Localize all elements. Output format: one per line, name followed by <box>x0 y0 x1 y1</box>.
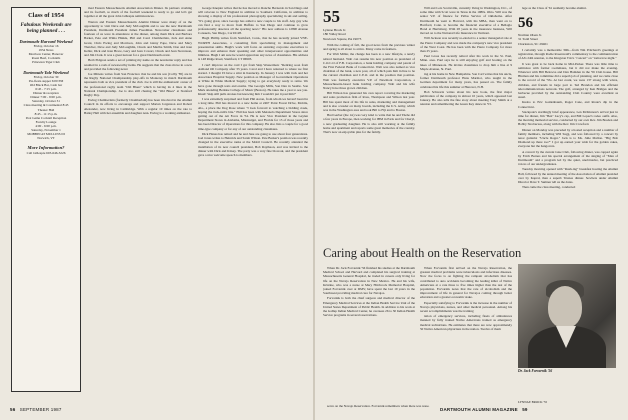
paragraph: Stackpole's startlingly brief appearance, Len McKinnon's arrival just in time for dinner, Jim "Ben" Lucy's cap, and Bill Lopez's rodeo outfit. Also, the morning memorial service, conducted by our own Rev. Jim Bosden and Bobby Strobucass, along with the Rev. Jim Crowford. <box>518 109 618 127</box>
left-page-column-1 <box>84 6 192 396</box>
paragraph: Bob Schwartz writes about his new book, the first major publication of the company in almost 10 years, which appeared last January. He also tells the fine story about meeting Tony Smith at a reunion and remembering the Green Key dance in '53. <box>420 89 512 107</box>
event-line: Saturday, October 31 <box>32 99 60 104</box>
paragraph: A concert by the current Glee Club, following dinner, was capped again by Erich Barnes and his special arrangement of the singing of "Men of Dartmouth" and a program led by the quiet, unobtrusive, but practiced voices of our undergraduates. <box>518 149 618 167</box>
paragraph: Will and Lois Scottsville, currently living in Washington, D.C., of some time with Scott were in Texas in the 1980s. Ohio. Will was the senior V.P. of finance for Pallas Service of Oklahoma. After Dartmouth he went to Harvard, with his MBA, then went on to Hartford, Conn. to become the financial executive of a Bellagio Hotel at Harrisburg. With 28 years in the insurance business, Will moved on to the National Life Insurance in Vermont. <box>420 6 512 36</box>
paragraph: Bud Gerber (the 1st) was very kind to write that he and Thebe did a few years in Europe, then working for IBM in Paris and for Cheryl, a new graduating daughter. He is also still working at the family home and apartment and reports some great memories of the country. That's now an enjoyable plus for the family. <box>323 113 415 135</box>
events-box-title: Class of 1954 <box>28 12 64 19</box>
event-line: Class meeting & Continental 8:45 <box>23 103 69 108</box>
photo-caption: Dr. Jack Forvarnik '56 <box>518 369 553 373</box>
event-line: Faculty Lounge <box>35 119 57 124</box>
class-55-column-2 <box>420 6 512 243</box>
class-56-column <box>518 48 618 243</box>
event-line: 4:00 - 6:00 p.m. <box>35 123 57 128</box>
event-line: Post Game Cocktail Reception <box>25 115 67 120</box>
paragraph: I can't improve on the card I got from Skip Wasserman: "Retiring soon from Ashland Oil Company after 33 years. Carol and I have returned to where we first started. I thought I'd have a stint in Kentucky. In January I was with Jack and her Associates Hospital Supply. New position as Manager of Government Operations at White & White Medical Supply; trying to get everybody ready to retire. We have gone through tests and exams. The Georgia Mills, Son Dan in Seattle. Son Mark attending Berklee College of Music (Boston). He takes me a year to see you. Kiuzi! Skip still pulls strokes but knowing him I wouldn't put it past him!" <box>198 62 308 97</box>
right-page-number: 59 <box>522 407 528 412</box>
paragraph: Dick Hanes has retired and he and Jane are going to use about four generations. Joel Jones writes to Heinrick and Sarah Wilson. Pete Barker's position was recently changed in the executive ranks at the Mobil Council. He recently attended the installation of its new council president, Bob Raytheon, and was invited to the dinner with Dick and Kitsey. The party was a very fine blowout, and the president gave a nice welcome speech to members. <box>198 131 308 157</box>
paragraph: Forvarnik is both the chief surgeon and medical director of the Emergency Medical Services at the Indian Health Service Unit of the United States Department of Public Health. In addition to his work at the Gallup Indian Medical Center, he oversees 26 to 30 Indian Health Service programs in several reservations. <box>323 296 415 318</box>
paragraph: Paul Gross has recently retired after his work in the St. Paul, Minn. area. Paul says he is still enjoying golf and boating on the lakes of Minnesota. He invites classmates to drop him a line at 9 Maple Avenue, St. Paul. <box>420 54 512 71</box>
secretary-line: Charleston, SC 29401 <box>518 41 548 46</box>
event-line: Dinner & reception <box>33 91 59 96</box>
article-column-1 <box>323 266 415 404</box>
article-column-2 <box>420 266 512 404</box>
paragraph: Will Jackson was recently re-elected to a senior managerial role at the Pierre Company and was made the company's new vice president of the West Coast. He has been with the Pierre Company for more than 25 years. <box>420 36 512 54</box>
class-56-secretary <box>518 33 618 46</box>
article-column-3 <box>323 404 513 408</box>
event-block <box>12 70 80 141</box>
secretary-line: Newtown Square, PA 19073 <box>323 36 362 41</box>
class-1954-events-box <box>11 7 81 392</box>
event-line: 8:45 - 11:15 p.m. <box>34 111 58 116</box>
paragraph: Joe Mittens writes from San Francisco that he and his son (Colby '85) are in the Rugby National Championship play-offs in Monterey in match Dartmouth represents both as vice president of the club. Joe is still the enthusiastic owner of the professional rugby team "Old Blues" which is having its 4 lines in the National Championship. Joe is also still chasing the "Old Blues" at Stanford Rugby Day. <box>84 72 192 98</box>
secretary-line: Lynnae Brock Jr. <box>323 28 347 32</box>
event-line: Old Black Bar, Cash bar <box>29 82 63 87</box>
paragraph: Ewing Chamberlain (formerly Chamberlain) has been involved in the Alumni Council in its efforts to encourage and support Marian Jorgenson and Robert Alexander, now living in Cambridge. With a regular 10 times on the rate to Bailey Hall with her ensemble and daughter Ann. Ewing is a working enthusiast. <box>84 98 192 115</box>
paragraph: When Dr. Jack Forvarnik '56 finished his studies at the Dartmouth Medical School and Harvard and completed his surgical training at Massachusetts General Hospital, he traded in careers only living for life on the Navajo Reservation in New Mexico. He and his wife, Kristine, who was a nurse at Mary Hitchcock Memorial Hospital, joined Forvarnik over at DMS; have spent the last 19 years in the Southwest providing medical care for Navajos. <box>323 266 415 296</box>
event-line: MOBBIN AT MULLINS III <box>27 132 65 137</box>
event-line: Pre-fiesta supper 6:00 PM <box>28 78 64 83</box>
event-line: 1954 News <box>38 48 54 53</box>
event-line: Roast Beef, Cocktails <box>31 56 61 61</box>
more-info-line: Call Gillespie 603-646-3226 <box>26 150 66 155</box>
events-list <box>12 39 80 140</box>
event-line: Friday, October 16 <box>33 44 59 49</box>
event-line: Theater Hall <box>37 107 55 112</box>
event-line: 6:45 - 7:15 p.m. <box>35 87 57 92</box>
paragraph: serve on the Navajo Reservation. Forvarnik remembers when there was none. <box>327 404 430 408</box>
event-heading: Dartmouth-Yale Weekend <box>23 69 69 75</box>
paragraph: Especially satisfying to Forvarnik is the increase in the number of Navajo physicians, nurses, and other medical personnel. Among his recent accomplishments was the training <box>420 300 512 314</box>
more-info-heading: More Information? <box>27 145 65 151</box>
paragraph: Kudos to Eric Gaidenbaum, Roger Cane, and Rosie's dip in the Connecticut. <box>518 100 618 109</box>
event-line: Dinner 7:00 - 9:00 p.m. <box>30 95 62 100</box>
event-line: Morrison Center, Hanover <box>28 52 64 57</box>
event-line: Norwich, VT <box>37 136 55 141</box>
paragraph: Then came the class meeting, conducted <box>522 185 576 190</box>
paragraph: I certainly was a memorable 30th—from Tim Pritchard's greetings at registration, through Rodie Rosenwald's commentary to the communication of Al's 24th reunion, to the Kingston Trio's "concert" on "tomorrow night." <box>518 48 618 61</box>
paragraph: It was great to be back home in Mid-Parker. There was little time to reminisce with former roommates, but it did not make the evening. Whatever with Bill Belowsa and Dan Hamden in the '56 Club house. Bill Hinman and his committee did a superb job of planning, and we came close to the record of the '55s. At last count, we were 137 strong with wives, children, and friends in large part to Ted Brandon and his efficient telecommunications network. The golf, arranged by Ken Bridges and the barbecue provided by the outstanding Club Country were excellent as usual. <box>518 61 618 100</box>
paragraph: When Forvarnik first arrived on the Navajo Reservation, the greatest medical problems were tuberculosis and infectious diseases. Now the focus is on fighting the rampant alcoholism that has contributed to auto accidents becoming the leading killer of Native Americans at a rate three to five times higher than the rest of the population. Forvarnik notes that the rate of alcoholism and the improvement of life in general for Navajos coming through better education and a greater economic stake. <box>420 266 512 300</box>
event-line: Saturday, November 1 <box>31 128 61 132</box>
class-55-column-1 <box>323 43 415 243</box>
paragraph: lege as the Class of '61 suddenly became alumni. <box>522 6 587 10</box>
paragraph: mad Eastern Massachusetts Alumni Association Dinner. Its partners crashing and its football, so much of the football weekend is ready to go and let's get together at all the great John Gillespie reminiscences. <box>84 6 192 19</box>
paragraph: Hugh Phillip writes from Stamford, Conn., that he has recently joined VNE-WORTH Associates, a consulting firm specializing in management and presentation skills. Hugh's work will focus on assisting corporate executives to improve and enhance their speaking and other interpersonal opportunities and limitless. Hugh I am sure he would appreciate any news of classmates. His address is 148 Ridge Road, Stamford, CT 06903. <box>198 36 308 62</box>
article-author: LYNNAE BROCK '55 <box>518 400 548 404</box>
paragraph: For Walt Millar, the change has been to a new lifestyle, a newly retired husband. Walt can resume his new position as president of C.O.C.O of F.B. Corporation, a bank holding company and parent of the First Federal Bank of Connecticut. Walt was also named as vice chairman of the bank, a new post, all of which puts him in line to be the current chairman and C.E.O. and in the position that position. Walt was formerly executive V.P. of Newmont Corporation, a Massachusetts-based bank holding company. Walt and his wife Nancy have three grown children. <box>323 52 415 91</box>
paragraph: With the coming of fall, the good news from the previous winter and spring is all about to arrive. Many come in feathers. <box>323 43 415 52</box>
portrait-photo <box>518 264 616 368</box>
paragraph: I was extremely surprised and from Phil Aaron, from whom we haven't heard in a long time. Phil has moved to a new home at 2467 Point Forest Drive, Mobile, Ala., a place the Dog Rose where "I look forward to watching a bidding creek, hoping the Jack-rum's bite." Phil has been with Metanola Department Stores since getting out of the Air Force in '54. He is now Vice President in the Gaylen Department Stores in Alabama, Mississippi, and Florida for 13 of those years and has been Director of Operations for this company. He also lists a couple for a good time-type company or for any of our outstanding classmates. <box>198 97 308 131</box>
paragraph: Dinner on Monday was preceded by a hosted reception and a number of family members, including Will Sugg, and was followed by a concert by tenor guitarist "Uncle Roger." Jack is to Ms. Julie Mallon. "Big Bob Diamond up there too?" I got up earned your wish for the golden cakes, everyone but the hangovers. <box>518 127 618 149</box>
event-line: Friday, October 30 <box>33 74 59 79</box>
right-page-footer-label: DARTMOUTH ALUMNI MAGAZINE <box>440 407 518 412</box>
left-page-footer-date: SEPTEMBER 1987 <box>19 407 62 412</box>
secretary-line: 180 Valley Road <box>323 32 346 37</box>
photo-face <box>548 286 582 328</box>
left-page-column-2 <box>198 6 308 396</box>
left-page-footer <box>10 407 62 412</box>
class-55-heading: 55 <box>323 7 340 26</box>
more-info <box>12 145 80 155</box>
class-55-secretary <box>323 28 403 41</box>
paragraph: Tuesday morning opened with "Rush-ing" breakfast hosting the Alumni Hall, followed by the annual meeting of the Association of Alumni presided over by Kapral, then a superb Trustee dinner. Sowbers under Alumni Director Dave T. Sumner tell us the dates. <box>518 167 618 185</box>
article-headline: Caring about Health on the Reservation <box>323 246 522 260</box>
class-56-continued-lead <box>518 6 618 14</box>
paragraph: ing at his home in New Hampshire. Son Carl writes that his uncle, former Dartmouth professor Hans Marmot, who taught in the German department for many years, has passed on. The family celebrated his life this summer at Hanover, N.H. <box>420 72 512 89</box>
paragraph: Herb Pidgeon sends a set of printing my name on the newsletter reply and has resulted in a rash of newsworthy items. He suggests that the class move in a new and provided the following news: <box>84 58 192 71</box>
secretary-line: Norman Olsen Jr. <box>518 33 542 37</box>
event-heading: Dartmouth-Harvard Weekend <box>19 38 73 44</box>
paragraph: tation of emergency services, including fleets of ambulances manned by fully trained Native Americans trained as emergency medical technicians. He estimates that there are now approximately 50 Native American physicians in the nation. Twelve of them <box>420 314 512 331</box>
page-gutter <box>313 0 315 420</box>
event-line: Princeton Tiger Club <box>32 60 60 65</box>
secretary-line: 31 Todd Street <box>518 37 538 42</box>
events-box-subtitle: Fabulous Weekends are being planned . . . <box>20 21 72 34</box>
paragraph: George Knepler writes that he has moved to Rancho Bernardo in San Diego and will relocate to New England in addition to Southern California, in addition to showing a display of his professional photography specializing in ski and sailing. "It's going great, since George has added a new couple to his staff. Any guy who can find a way to move from Buffalo to San Diego and continue to grow professionally deserves all the sporting news." His new address is 12890 Avenue Consuelo, San Diego, CA 92128. <box>198 6 308 36</box>
paragraph: Bill Wilson has generated his own report covering the marketing and sales promotion firm of Ross, Thompson and Wilson last year. Bill has spent most of his life in sales, marketing and management and is also a leader on many boards, including the U.S. Army, which was in the Washington area and took Bill to Fiji and to Boston. <box>323 91 415 113</box>
event-block <box>12 39 80 65</box>
left-page-number: 56 <box>10 407 16 412</box>
paragraph: Warren and Eastern Massachusetts Alumni Dinner were many of us the opportunity to visit Dave and Judy McLaughlin and to see the new Dartmouth President, Dartmouth President James Freedman. Newcomer classmates and fourteen of us were in attendance at the dinner, among them Dick and Barbara Barker, Pete and Wima Hinkle, Phil and Carol Chamberlain, Jack and Anne Grant, Chris Ewing and Morrison, John and Ginny Pape, Dave and Mary Thatcher, Dave and Judy McLaughlin, Chuck and Martha Smith, Don and Jean Keller, Dick and Jean Brace, Gary and Jean Cowart, Chuck and Jean Stevenson, and Jim Clark. It was a great turnout for a great Dartmouth event. <box>84 19 192 58</box>
class-56-heading: 56 <box>518 15 533 31</box>
